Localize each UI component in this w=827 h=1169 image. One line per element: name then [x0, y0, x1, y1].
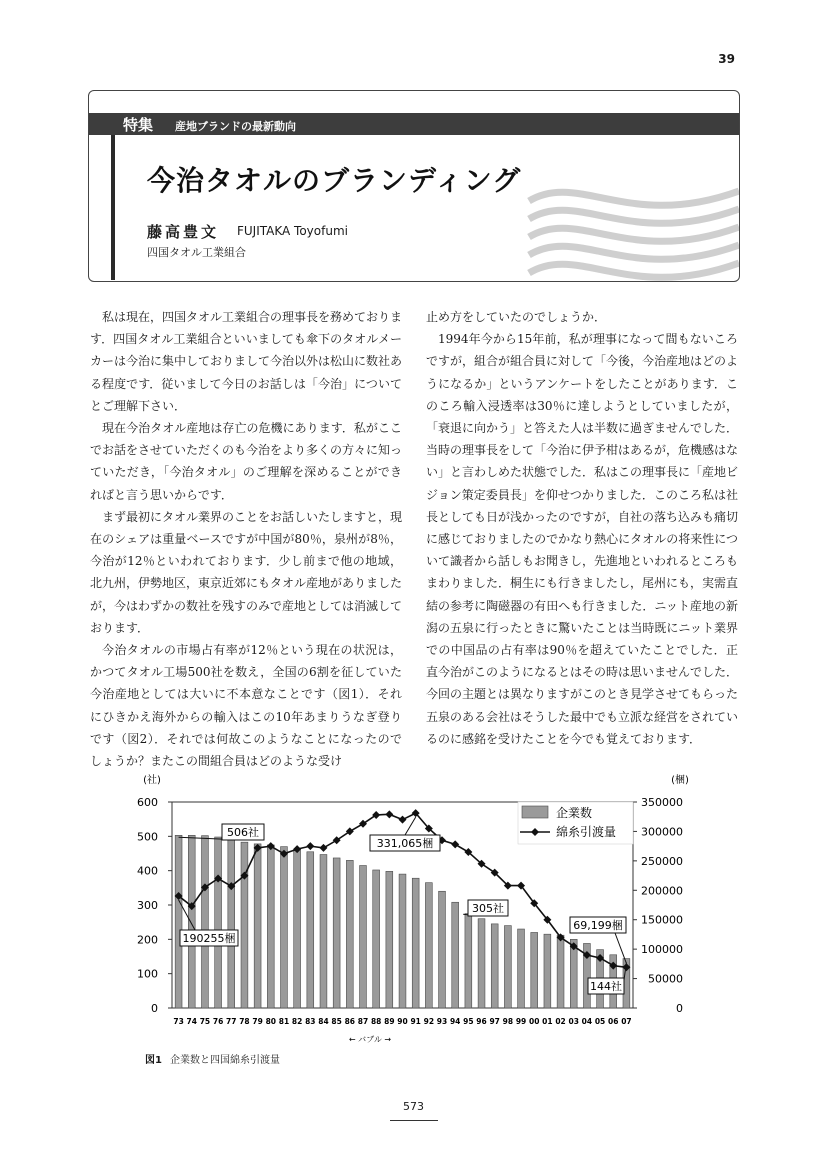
legend-label-bars: 企業数	[556, 806, 593, 820]
legend-swatch-bars	[522, 806, 548, 818]
bubble-period-label: ← バブル →	[348, 1035, 392, 1044]
x-tick-label: 89	[384, 1017, 395, 1026]
right-tick-label: 50000	[648, 972, 683, 986]
figure-chart	[100, 770, 730, 1048]
bar-companies	[346, 860, 353, 1008]
annotation-label: 69,199梱	[573, 919, 623, 932]
left-axis-unit: (社)	[143, 775, 161, 786]
x-tick-label: 93	[436, 1017, 448, 1026]
x-tick-label: 98	[502, 1017, 514, 1026]
x-tick-label: 02	[555, 1017, 566, 1026]
bar-companies	[175, 835, 182, 1008]
x-tick-label: 92	[423, 1017, 435, 1026]
x-tick-label: 86	[344, 1017, 356, 1026]
x-tick-label: 84	[318, 1017, 329, 1026]
bar-companies	[267, 845, 274, 1008]
right-tick-label: 200000	[641, 884, 683, 898]
bar-companies	[544, 934, 551, 1008]
x-tick-label: 75	[199, 1017, 211, 1026]
x-tick-label: 78	[239, 1017, 250, 1026]
x-tick-label: 87	[357, 1017, 369, 1026]
page-number-rule	[390, 1120, 438, 1121]
page-number-bottom: 573	[403, 1100, 424, 1113]
x-tick-label: 01	[542, 1017, 553, 1026]
bar-companies	[518, 929, 525, 1008]
left-tick-label: 300	[137, 899, 158, 912]
annotation-pointer	[405, 817, 416, 835]
annotation-label: 190255梱	[182, 932, 236, 945]
bar-companies	[254, 844, 261, 1008]
bar-companies	[360, 866, 367, 1008]
bar-companies	[425, 883, 432, 1008]
right-tick-label: 350000	[641, 796, 683, 809]
page-number-top: 39	[718, 52, 735, 66]
x-tick-label: 79	[252, 1017, 263, 1026]
annotation-label: 506社	[227, 826, 259, 839]
bar-companies	[478, 919, 485, 1008]
x-tick-label: 83	[305, 1017, 316, 1026]
bar-companies	[202, 836, 209, 1008]
x-tick-label: 73	[173, 1017, 184, 1026]
bar-companies	[531, 932, 538, 1008]
category-label: 特集	[123, 116, 154, 134]
right-tick-label: 150000	[641, 913, 683, 927]
x-tick-label: 74	[186, 1017, 197, 1026]
body-column-right	[426, 306, 738, 750]
bar-companies	[188, 835, 195, 1008]
line-point	[385, 810, 393, 818]
paragraph: まず最初にタオル業界のことをお話しいたしますと，現在のシェアは重量ベースですが中国が80％，泉州が8％，今治が12％といわれております．少し前まで他の地域，北九州，伊勢地区，東京近郊にもタオル産地がありましたが，今はわずかの数社を残すのみで産地としては消滅しております．	[90, 509, 403, 635]
paragraph: 1994年今から15年前，私が理事になって間もないころですが，組合が組合員に対して「今後，今治産地はどのようになるか」というアンケートをしたことがあります．このころ輸入浸透率は30％に達しようとしていましたが，「衰退に向かう」と答えた人は半数に過ぎませんでした．当時の理事長をして「今治に伊予柑はあるが，危機感はない」と言わしめた状態でした．私はこの理事長に「産地ビジョン策定委員長」を仰せつかりました．このころ私は社長としても日が浅かったのですが，自社の落ち込みも痛切に感じておりましたのでかなり熱心にタオルの将来性について識者から話しもお聞きし，先進地といわれるところもまわりました．桐生にも行きましたし，尾州にも，実需直結の参考に陶磁器の有田へも行きました．ニット産地の新潟の五泉に行ったときに驚いたことは当時既にニット業界での中国品の占有率は90％を超えていたことでした．正直今治がこのようになるとはその時は思いませんでした．今回の主題とは異なりますがこのとき見学させてもらった五泉のある会社はそうした最中でも立派な経営をされているのに感銘を受けたことを今でも覚えております．	[426, 332, 739, 746]
paragraph: 今治タオルの市場占有率が12％という現在の状況は，かつてタオル工場500社を数え，全国の6割を征していた今治産地としては大いに不本意なことです（図1）．それにひきかえ海外からの輸入はこの10年あまりうなぎ登りです（図2）．それでは何故このようなことになったのでしょうか？またこの間組合員はどのような受け	[90, 643, 402, 769]
x-tick-label: 05	[594, 1017, 606, 1026]
paragraph: 現在今治タオル産地は存亡の危機にあります．私がここでお話をさせていただくのも今治をより多くの方々に知っていただき，「今治タオル」のご理解を深めることができればと言う思いからです．	[90, 421, 403, 502]
right-tick-label: 250000	[641, 854, 683, 868]
wave-decoration	[519, 161, 739, 281]
line-point	[451, 840, 459, 848]
x-tick-label: 82	[291, 1017, 303, 1026]
bar-companies	[320, 855, 327, 1008]
line-point	[319, 844, 327, 852]
paragraph: 止め方をしていたのでしょうか．	[426, 310, 607, 324]
bar-companies	[241, 842, 248, 1008]
article-header	[88, 90, 740, 282]
bar-companies	[307, 852, 314, 1008]
bar-companies	[504, 926, 511, 1008]
x-tick-label: 80	[265, 1017, 277, 1026]
x-tick-label: 97	[489, 1017, 500, 1026]
author-affiliation: 四国タオル工業組合	[147, 246, 246, 259]
x-tick-label: 77	[226, 1017, 237, 1026]
bar-companies	[215, 837, 222, 1008]
x-tick-label: 99	[515, 1017, 527, 1026]
x-tick-label: 88	[370, 1017, 382, 1026]
left-tick-label: 100	[137, 967, 158, 981]
bar-companies	[386, 871, 393, 1008]
x-tick-label: 04	[581, 1017, 593, 1026]
bar-companies	[333, 858, 340, 1008]
bar-companies	[439, 891, 446, 1008]
x-tick-label: 06	[608, 1017, 619, 1026]
paragraph: 私は現在，四国タオル工業組合の理事長を務めております．四国タオル工業組合といいましても傘下のタオルメーカーは今治に集中しておりまして今治以外は松山に数社ある程度です．従いまして今日のお話しは「今治」についてとご理解下さい．	[90, 310, 403, 413]
bar-companies	[452, 902, 459, 1008]
x-tick-label: 95	[463, 1017, 474, 1026]
figure-caption-label: 図1	[145, 1055, 162, 1066]
bar-companies	[465, 914, 472, 1008]
left-tick-label: 500	[137, 830, 158, 844]
x-tick-label: 94	[449, 1017, 461, 1026]
line-point	[399, 816, 407, 824]
author-name: 藤高豊文	[147, 223, 220, 241]
right-axis-unit: (梱)	[671, 775, 689, 786]
bar-companies	[294, 849, 301, 1008]
x-tick-label: 76	[212, 1017, 224, 1026]
bar-companies	[399, 874, 406, 1008]
bar-companies	[228, 840, 235, 1008]
left-tick-label: 200	[137, 933, 158, 947]
bar-companies	[491, 924, 498, 1008]
legend-label-line: 綿糸引渡量	[556, 825, 617, 839]
bar-companies	[557, 935, 564, 1008]
line-point	[306, 842, 314, 850]
right-tick-label: 100000	[641, 943, 683, 957]
article-title: 今治タオルのブランディング	[147, 164, 522, 197]
annotation-label: 305社	[472, 902, 504, 915]
x-tick-label: 85	[331, 1017, 342, 1026]
x-tick-label: 07	[621, 1017, 632, 1026]
body-column-left	[90, 306, 402, 772]
bar-companies	[281, 847, 288, 1008]
x-tick-label: 81	[278, 1017, 290, 1026]
right-tick-label: 0	[676, 1002, 683, 1015]
left-tick-label: 0	[151, 1002, 158, 1015]
left-tick-label: 400	[137, 864, 158, 878]
annotation-label: 144社	[590, 980, 622, 993]
x-tick-label: 03	[568, 1017, 579, 1026]
annotation-label: 331,065梱	[376, 837, 434, 850]
figure-caption	[145, 1051, 280, 1066]
right-tick-label: 300000	[641, 825, 683, 839]
x-tick-label: 00	[528, 1017, 540, 1026]
accent-bar	[111, 135, 115, 280]
x-tick-label: 96	[476, 1017, 487, 1026]
category-subtitle: 産地ブランドの最新動向	[175, 120, 296, 133]
x-tick-label: 91	[410, 1017, 421, 1026]
left-tick-label: 600	[137, 796, 158, 809]
figure-caption-text: 企業数と四国綿糸引渡量	[169, 1055, 280, 1066]
x-tick-label: 90	[397, 1017, 408, 1026]
bar-companies	[373, 870, 380, 1008]
category-band	[89, 113, 739, 135]
bar-companies	[412, 878, 419, 1008]
author-name-en: FUJITAKA Toyofumi	[237, 224, 348, 238]
